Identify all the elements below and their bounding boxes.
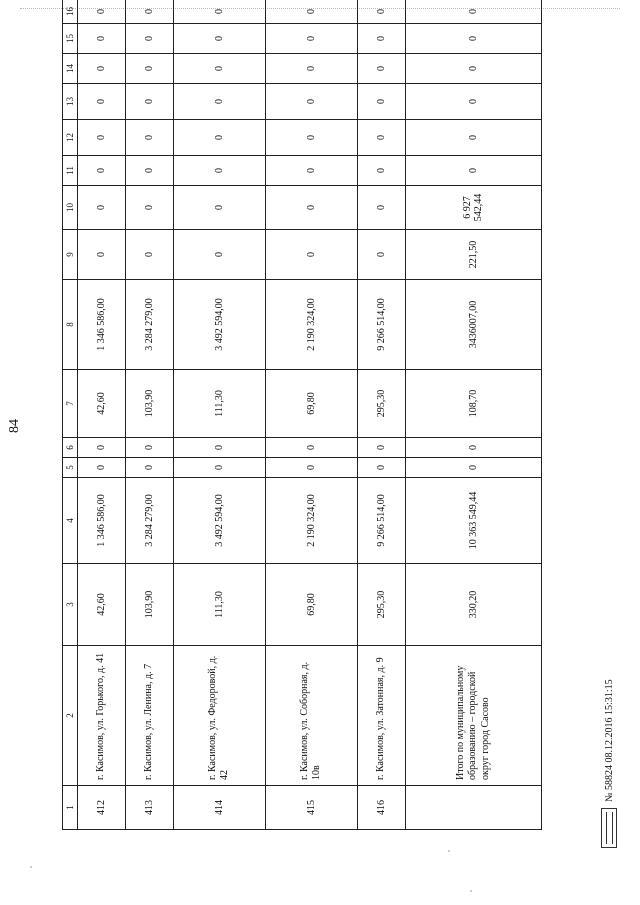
table-row xyxy=(125,0,173,830)
address-cell: г. Касимов, ул. Затонная, д. 9 xyxy=(357,646,405,786)
scan-speck xyxy=(470,890,472,892)
value-cell: 0 xyxy=(265,54,357,84)
value-cell: 0 xyxy=(357,120,405,156)
column-number: 5 xyxy=(63,458,78,478)
table-row xyxy=(357,0,405,830)
value-cell: 0 xyxy=(405,84,541,120)
address-cell: г. Касимов, ул. Соборная, д. 10в xyxy=(265,646,357,786)
value-cell: 0 xyxy=(405,156,541,186)
column-number: 13 xyxy=(63,84,78,120)
column-number: 9 xyxy=(63,230,78,280)
value-cell: 0 xyxy=(357,24,405,54)
value-cell: 9 266 514,00 xyxy=(357,280,405,370)
value-cell: 295,30 xyxy=(357,564,405,646)
column-number: 11 xyxy=(63,156,78,186)
value-cell: 0 xyxy=(125,438,173,458)
value-cell: 0 xyxy=(173,0,265,24)
address-cell: Итого по муниципальному образованию – городской округ город Сасово xyxy=(405,646,541,786)
value-cell: 0 xyxy=(357,54,405,84)
value-cell: 2 190 324,00 xyxy=(265,478,357,564)
value-cell: 103,90 xyxy=(125,370,173,438)
column-number: 6 xyxy=(63,438,78,458)
column-number: 1 xyxy=(63,786,78,830)
value-cell: 3 492 594,00 xyxy=(173,280,265,370)
value-cell: 0 xyxy=(173,230,265,280)
value-cell: 295,30 xyxy=(357,370,405,438)
row-number-cell: 415 xyxy=(265,786,357,830)
registration-stamp xyxy=(600,658,618,848)
value-cell: 0 xyxy=(78,24,126,54)
header-row xyxy=(63,0,78,830)
value-cell: 0 xyxy=(357,230,405,280)
value-cell: 0 xyxy=(405,120,541,156)
value-cell: 111,30 xyxy=(173,564,265,646)
value-cell: 0 xyxy=(357,438,405,458)
page-number: 84 xyxy=(7,419,22,433)
column-number: 7 xyxy=(63,370,78,438)
row-number-cell: 412 xyxy=(78,786,126,830)
row-number-cell: 416 xyxy=(357,786,405,830)
value-cell: 0 xyxy=(125,458,173,478)
value-cell: 0 xyxy=(78,438,126,458)
column-number: 14 xyxy=(63,54,78,84)
table-row xyxy=(405,0,541,830)
value-cell: 6 927 542,44 xyxy=(405,186,541,230)
value-cell: 0 xyxy=(405,0,541,24)
address-cell: г. Касимов, ул. Горького, д. 41 xyxy=(78,646,126,786)
value-cell: 0 xyxy=(405,54,541,84)
value-cell: 1 346 586,00 xyxy=(78,280,126,370)
value-cell: 0 xyxy=(125,120,173,156)
value-cell: 3 284 279,00 xyxy=(125,478,173,564)
value-cell: 111,30 xyxy=(173,370,265,438)
value-cell: 0 xyxy=(357,156,405,186)
value-cell: 0 xyxy=(357,186,405,230)
table-row xyxy=(265,0,357,830)
row-number-cell: 414 xyxy=(173,786,265,830)
value-cell: 221,50 xyxy=(405,230,541,280)
value-cell: 0 xyxy=(265,186,357,230)
seal-icon xyxy=(601,808,617,848)
scan-speck xyxy=(448,850,450,852)
value-cell: 42,60 xyxy=(78,370,126,438)
value-cell: 0 xyxy=(125,156,173,186)
value-cell: 0 xyxy=(357,0,405,24)
value-cell: 103,90 xyxy=(125,564,173,646)
value-cell: 0 xyxy=(357,458,405,478)
value-cell: 42,60 xyxy=(78,564,126,646)
value-cell: 0 xyxy=(78,156,126,186)
column-number: 10 xyxy=(63,186,78,230)
address-cell: г. Касимов, ул. Федоровой, д. 42 xyxy=(173,646,265,786)
value-cell: 0 xyxy=(173,84,265,120)
value-cell: 2 190 324,00 xyxy=(265,280,357,370)
value-cell: 3 492 594,00 xyxy=(173,478,265,564)
value-cell: 69,80 xyxy=(265,370,357,438)
value-cell: 0 xyxy=(125,84,173,120)
value-cell: 1 346 586,00 xyxy=(78,478,126,564)
value-cell: 69,80 xyxy=(265,564,357,646)
value-cell: 0 xyxy=(173,120,265,156)
value-cell: 10 363 549,44 xyxy=(405,478,541,564)
value-cell: 0 xyxy=(125,230,173,280)
table-row xyxy=(78,0,126,830)
stamp-text: № 58824 08.12.2016 15:31:15 xyxy=(603,679,615,802)
value-cell: 0 xyxy=(265,438,357,458)
value-cell: 0 xyxy=(265,0,357,24)
value-cell: 0 xyxy=(78,458,126,478)
value-cell: 0 xyxy=(125,24,173,54)
value-cell: 0 xyxy=(173,24,265,54)
value-cell: 3436007,00 xyxy=(405,280,541,370)
value-cell: 0 xyxy=(405,458,541,478)
value-cell: 0 xyxy=(357,84,405,120)
value-cell: 0 xyxy=(405,438,541,458)
value-cell: 0 xyxy=(173,54,265,84)
row-number-cell xyxy=(405,786,541,830)
value-cell: 0 xyxy=(78,186,126,230)
table-container xyxy=(62,7,542,830)
address-cell: г. Касимов, ул. Ленина, д. 7 xyxy=(125,646,173,786)
value-cell: 0 xyxy=(78,84,126,120)
value-cell: 0 xyxy=(173,156,265,186)
scan-speck xyxy=(30,866,32,868)
value-cell: 0 xyxy=(173,186,265,230)
value-cell: 108,70 xyxy=(405,370,541,438)
value-cell: 0 xyxy=(265,24,357,54)
row-number-cell: 413 xyxy=(125,786,173,830)
value-cell: 0 xyxy=(405,24,541,54)
value-cell: 0 xyxy=(78,54,126,84)
value-cell: 0 xyxy=(125,54,173,84)
value-cell: 330,20 xyxy=(405,564,541,646)
value-cell: 0 xyxy=(125,186,173,230)
column-number: 16 xyxy=(63,0,78,24)
value-cell: 0 xyxy=(265,156,357,186)
value-cell: 3 284 279,00 xyxy=(125,280,173,370)
value-cell: 0 xyxy=(265,230,357,280)
value-cell: 0 xyxy=(173,458,265,478)
value-cell: 0 xyxy=(173,438,265,458)
column-number: 2 xyxy=(63,646,78,786)
value-cell: 9 266 514,00 xyxy=(357,478,405,564)
column-number: 3 xyxy=(63,564,78,646)
column-number: 12 xyxy=(63,120,78,156)
value-cell: 0 xyxy=(78,0,126,24)
value-cell: 0 xyxy=(265,84,357,120)
column-number: 8 xyxy=(63,280,78,370)
column-number: 15 xyxy=(63,24,78,54)
value-cell: 0 xyxy=(78,230,126,280)
table-row xyxy=(173,0,265,830)
column-number: 4 xyxy=(63,478,78,564)
value-cell: 0 xyxy=(265,458,357,478)
value-cell: 0 xyxy=(265,120,357,156)
data-table xyxy=(62,0,542,830)
value-cell: 0 xyxy=(78,120,126,156)
value-cell: 0 xyxy=(125,0,173,24)
